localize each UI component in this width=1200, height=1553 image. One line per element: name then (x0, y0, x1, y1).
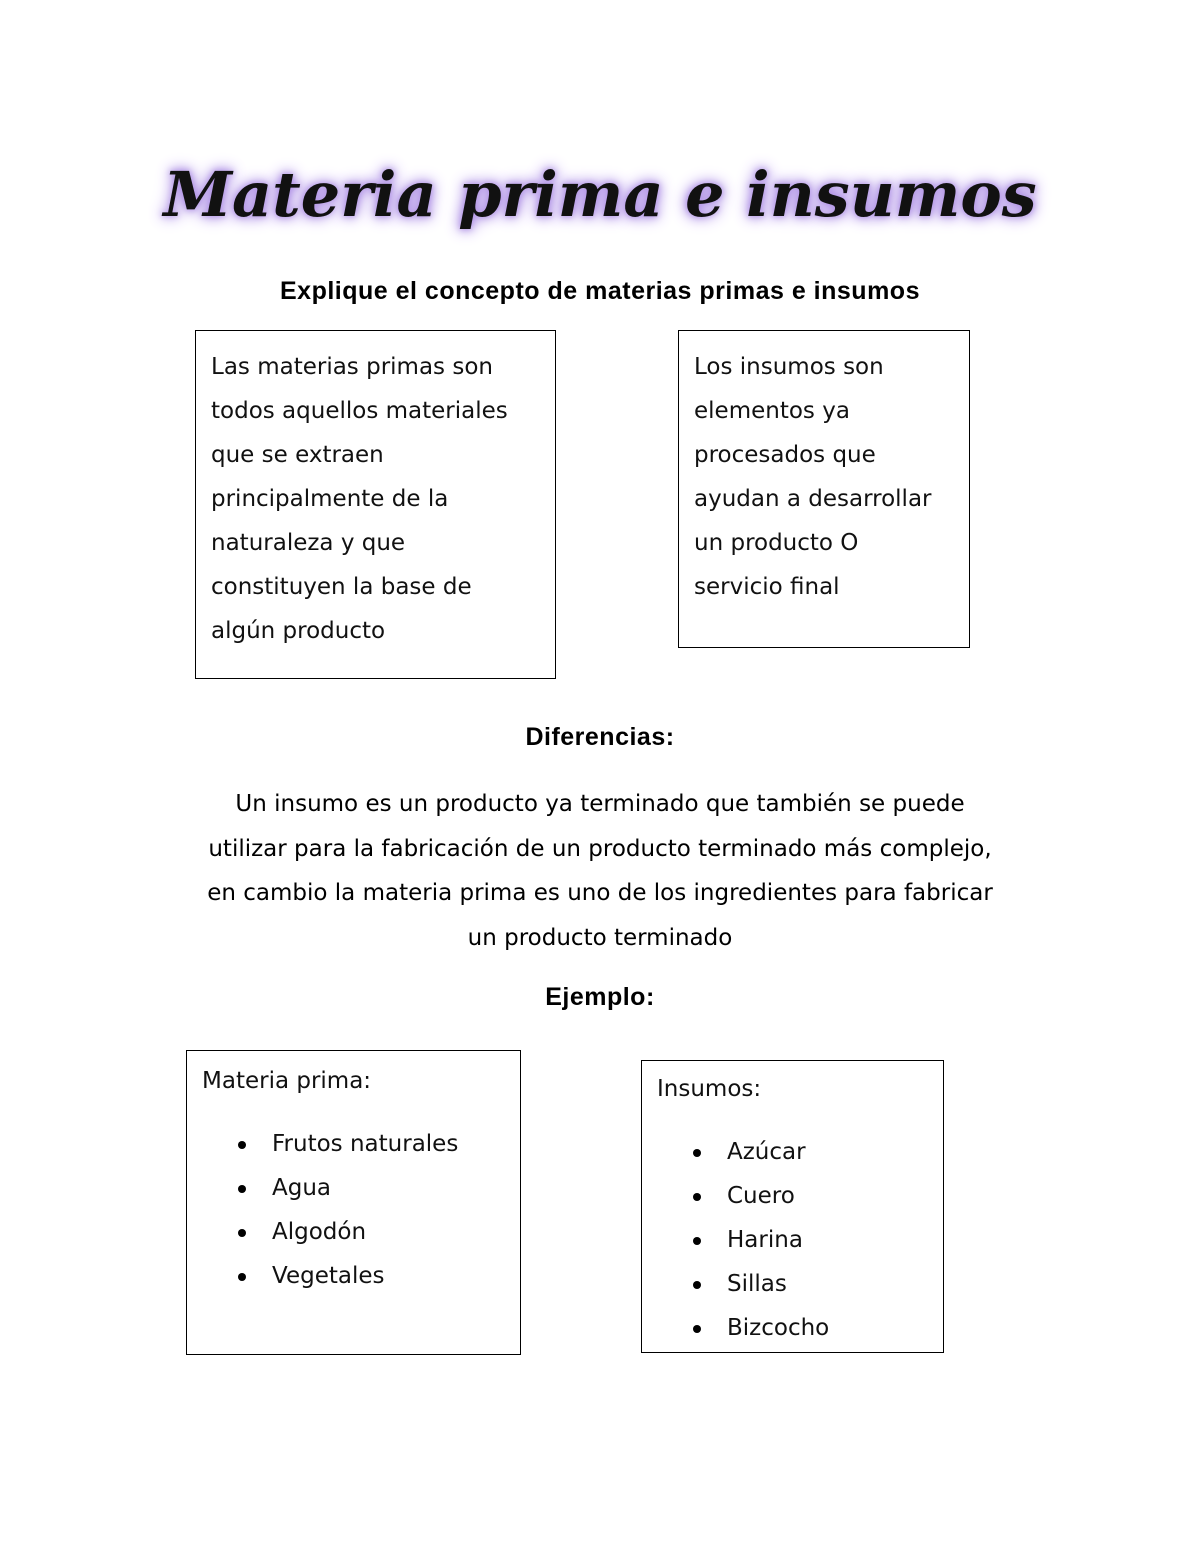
list-item: Sillas (657, 1262, 943, 1306)
definition-line: Los insumos son (694, 354, 884, 380)
definition-line: servicio final (694, 574, 840, 600)
list-item: Algodón (202, 1210, 520, 1254)
definition-line: algún producto (211, 618, 386, 644)
bullet-icon (238, 1185, 246, 1193)
materia-prima-example-box (186, 1050, 521, 1355)
list-item: Cuero (657, 1174, 943, 1218)
bullet-icon (693, 1237, 701, 1245)
definition-line: constituyen la base de (211, 574, 472, 600)
insumos-label: Insumos: (657, 1076, 762, 1102)
definition-line: que se extraen (211, 442, 384, 468)
list-item: Vegetales (202, 1254, 520, 1298)
list-item: Harina (657, 1218, 943, 1262)
list-item: Agua (202, 1166, 520, 1210)
definition-line: procesados que (694, 442, 876, 468)
paragraph-line: un producto terminado (467, 924, 733, 951)
bullet-icon (238, 1141, 246, 1149)
page-title: Materia prima e insumos (163, 158, 1037, 231)
list-item: Azúcar (657, 1130, 943, 1174)
differences-paragraph (150, 782, 1050, 960)
bullet-icon (693, 1149, 701, 1157)
definition-line: un producto O (694, 530, 859, 556)
list-item: Bizcocho (657, 1306, 943, 1350)
definition-line: naturaleza y que (211, 530, 406, 556)
paragraph-line: utilizar para la fabricación de un producto terminado más complejo, (208, 835, 992, 862)
paragraph-line: Un insumo es un producto ya terminado que también se puede (235, 791, 965, 817)
definition-line: todos aquellos materiales (211, 398, 508, 424)
example-heading: Ejemplo: (545, 983, 655, 1011)
bullet-icon (693, 1281, 701, 1289)
definition-line: principalmente de la (211, 486, 449, 512)
insumos-definition-box (678, 330, 970, 648)
concept-heading: Explique el concepto de materias primas e insumos (280, 277, 920, 305)
definition-line: ayudan a desarrollar (694, 486, 932, 512)
definition-line: Las materias primas son (211, 354, 493, 380)
list-item: Frutos naturales (202, 1122, 520, 1166)
materias-primas-definition-box (195, 330, 556, 679)
bullet-icon (693, 1325, 701, 1333)
bullet-icon (693, 1193, 701, 1201)
definition-line: elementos ya (694, 398, 850, 424)
materia-prima-label: Materia prima: (202, 1068, 372, 1094)
paragraph-line: en cambio la materia prima es uno de los ingredientes para fabricar (207, 880, 993, 906)
bullet-icon (238, 1229, 246, 1237)
bullet-icon (238, 1273, 246, 1281)
insumos-example-box (641, 1060, 944, 1353)
materia-prima-list (202, 1122, 520, 1298)
insumos-list (657, 1130, 943, 1350)
differences-heading: Diferencias: (525, 723, 675, 751)
